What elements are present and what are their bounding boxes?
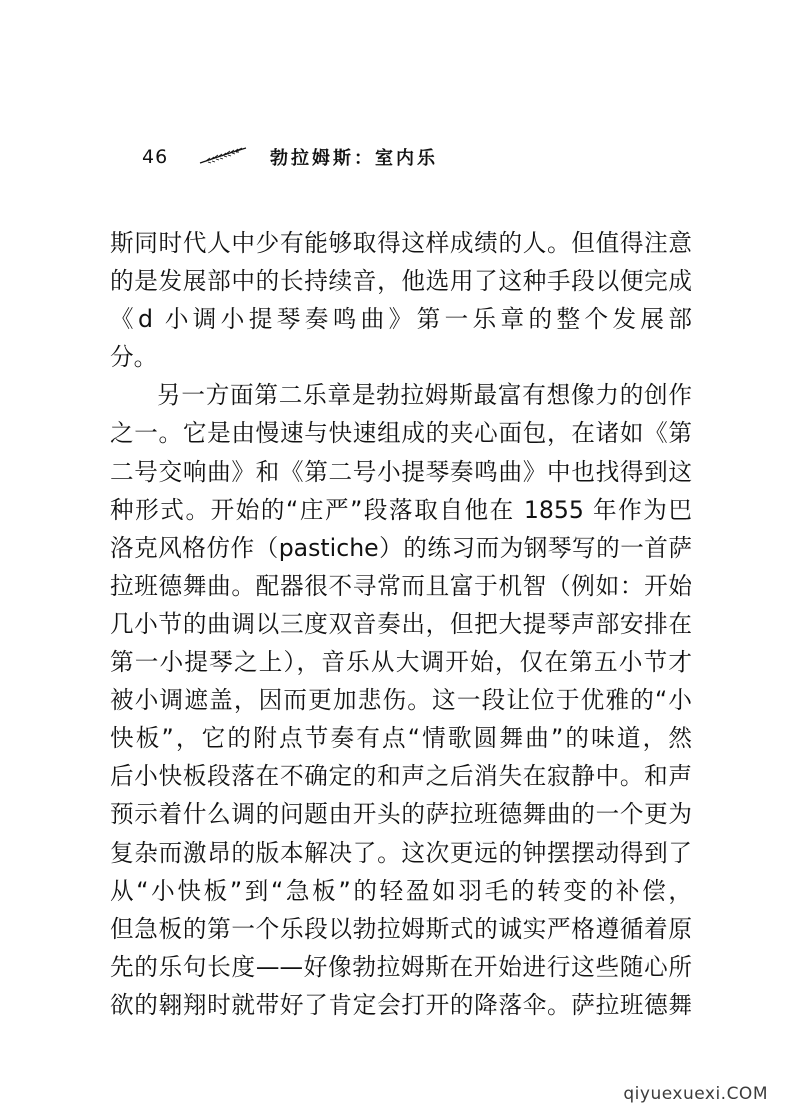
running-title: 勃拉姆斯：室内乐 (270, 148, 438, 169)
text-line: 快板”，它的附点节奏有点“情歌圆舞曲”的味道，然 (110, 724, 692, 753)
text-line: 预示着什么调的问题由开头的萨拉班德舞曲的一个更为 (110, 800, 692, 829)
text-line: 但急板的第一个乐段以勃拉姆斯式的诚实严格遵循着原 (110, 914, 692, 943)
text-line: 种形式。开始的“庄严”段落取自他在 1855 年作为巴 (110, 495, 692, 524)
text-line: 几小节的曲调以三度双音奏出，但把大提琴声部安排在 (110, 609, 692, 638)
text-line: 第一小提琴之上），音乐从大调开始，仅在第五小节才 (110, 648, 692, 677)
text-line: 后小快板段落在不确定的和声之后消失在寂静中。和声 (110, 762, 692, 791)
text-line: 之一。它是由慢速与快速组成的夹心面包，在诸如《第 (110, 419, 692, 448)
text-line: 欲的翱翔时就带好了肯定会打开的降落伞。萨拉班德舞 (110, 990, 692, 1019)
page-number: 46 (142, 146, 169, 168)
text-line: 洛克风格仿作（pastiche）的练习而为钢琴写的一首萨 (110, 533, 692, 562)
body-text (110, 224, 692, 1024)
running-header (142, 142, 472, 172)
text-line: 从“小快板”到“急板”的轻盈如羽毛的转变的补偿， (110, 876, 692, 905)
text-line: 另一方面第二乐章是勃拉姆斯最富有想像力的创作 (157, 381, 692, 410)
text-line: 先的乐句长度——好像勃拉姆斯在开始进行这些随心所 (110, 952, 692, 981)
text-line: 分。 (110, 343, 158, 372)
text-line: 复杂而激昂的版本解决了。这次更远的钟摆摆动得到了 (110, 838, 692, 867)
text-line: 《d 小调小提琴奏鸣曲》第一乐章的整个发展部 (110, 305, 692, 334)
text-line: 二号交响曲》和《第二号小提琴奏鸣曲》中也找得到这 (110, 457, 692, 486)
text-line: 斯同时代人中少有能够取得这样成绩的人。但值得注意 (110, 229, 692, 257)
feather-icon (198, 146, 248, 166)
text-line: 的是发展部中的长持续音，他选用了这种手段以便完成 (110, 267, 692, 296)
text-line: 拉班德舞曲。配器很不寻常而且富于机智（例如：开始 (110, 571, 692, 600)
text-line: 被小调遮盖，因而更加悲伤。这一段让位于优雅的“小 (110, 686, 692, 715)
site-watermark: qiyuexuexi.COM (623, 1084, 768, 1104)
